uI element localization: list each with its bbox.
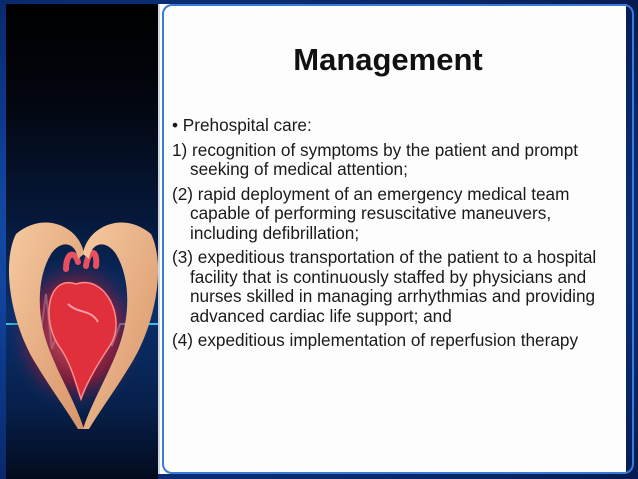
list-item: (4) expeditious implementation of reperfusion therapy <box>172 330 579 350</box>
heart-illustration <box>6 4 158 479</box>
slide-body <box>172 116 612 356</box>
list-item: 1) recognition of symptoms by the patient and prompt seeking of medical attention; <box>172 139 579 179</box>
bullet-prehospital-care: • Prehospital care: <box>172 115 312 135</box>
list-item: (3) expeditious transportation of the patient to a hospital facility that is continuously staffed by physicians and nurses skilled in managing arrhythmias and providing advanced cardiac life support; and <box>172 247 597 326</box>
slide-title: Management <box>293 42 483 77</box>
heart-image-panel <box>6 4 158 479</box>
content-card <box>158 4 626 474</box>
list-item: (2) rapid deployment of an emergency medical team capable of performing resuscitative maneuvers, including defibrillation; <box>172 183 570 243</box>
